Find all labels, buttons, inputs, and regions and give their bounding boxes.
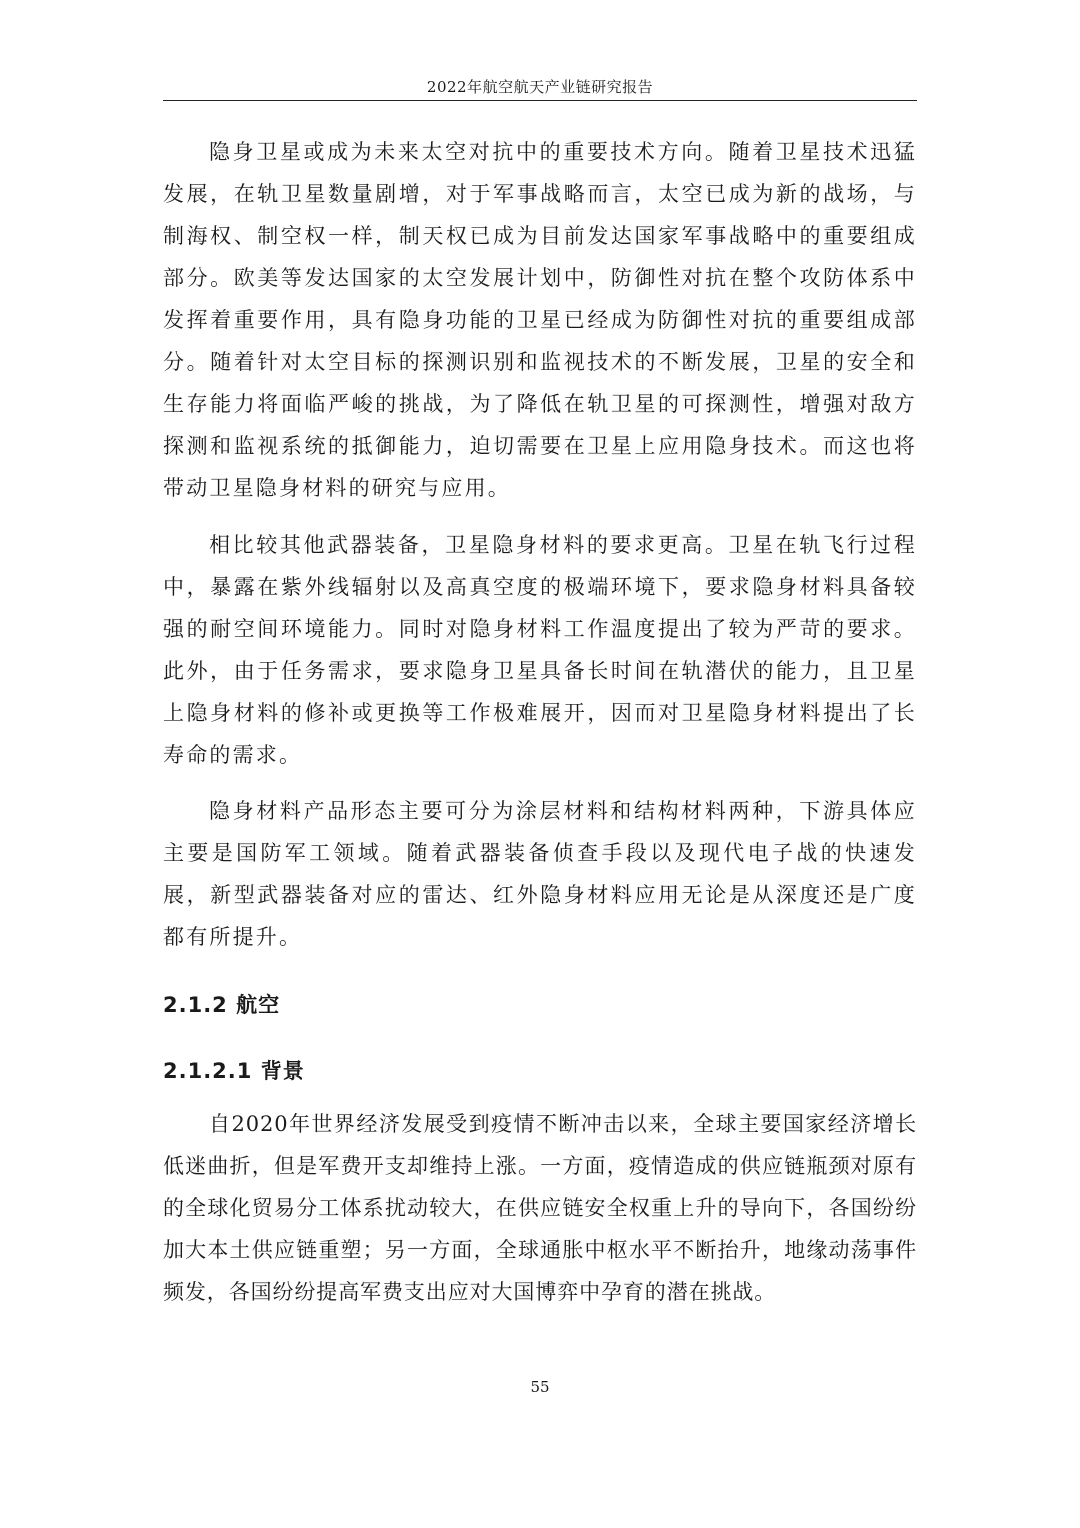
paragraph-stealth-satellite: 隐身卫星或成为未来太空对抗中的重要技术方向。随着卫星技术迅猛发展，在轨卫星数量剧增，对于军事战略而言，太空已成为新的战场，与制海权、制空权一样，制天权已成为目前发达国家军事战略中的重要组成部分。欧美等发达国家的太空发展计划中，防御性对抗在整个攻防体系中发挥着重要作用，具有隐身功能的卫星已经成为防御性对抗的重要组成部分。随着针对太空目标的探测识别和监视技术的不断发展，卫星的安全和生存能力将面临严峻的挑战，为了降低在轨卫星的可探测性，增强对敌方探测和监视系统的抵御能力，迫切需要在卫星上应用隐身技术。而这也将带动卫星隐身材料的研究与应用。 [163, 140, 917, 500]
header-divider [163, 100, 917, 101]
paragraph-stealth-material-forms: 隐身材料产品形态主要可分为涂层材料和结构材料两种，下游具体应主要是国防军工领域。随着武器装备侦查手段以及现代电子战的快速发展，新型武器装备对应的雷达、红外隐身材料应用无论是从深度还是广度都有所提升。 [163, 799, 917, 949]
paragraph-aviation-background: 自2020年世界经济发展受到疫情不断冲击以来，全球主要国家经济增长低迷曲折，但是军费开支却维持上涨。一方面，疫情造成的供应链瓶颈对原有的全球化贸易分工体系扰动较大，在供应链安全权重上升的导向下，各国纷纷加大本土供应链重塑；另一方面，全球通胀中枢水平不断抬升，地缘动荡事件频发，各国纷纷提高军费支出应对大国博弈中孕育的潜在挑战。 [163, 1112, 917, 1304]
subsection-heading-background: 2.1.2.1 背景 [163, 1059, 305, 1083]
running-header-title: 2022年航空航天产业链研究报告 [426, 78, 654, 96]
paragraph-satellite-material-requirements: 相比较其他武器装备，卫星隐身材料的要求更高。卫星在轨飞行过程中，暴露在紫外线辐射以及高真空度的极端环境下，要求隐身材料具备较强的耐空间环境能力。同时对隐身材料工作温度提出了较为严苛的要求。此外，由于任务需求，要求隐身卫星具备长时间在轨潜伏的能力，且卫星上隐身材料的修补或更换等工作极难展开，因而对卫星隐身材料提出了长寿命的需求。 [163, 533, 917, 767]
section-heading-aviation: 2.1.2 航空 [163, 993, 281, 1017]
page-number: 55 [530, 1378, 550, 1396]
